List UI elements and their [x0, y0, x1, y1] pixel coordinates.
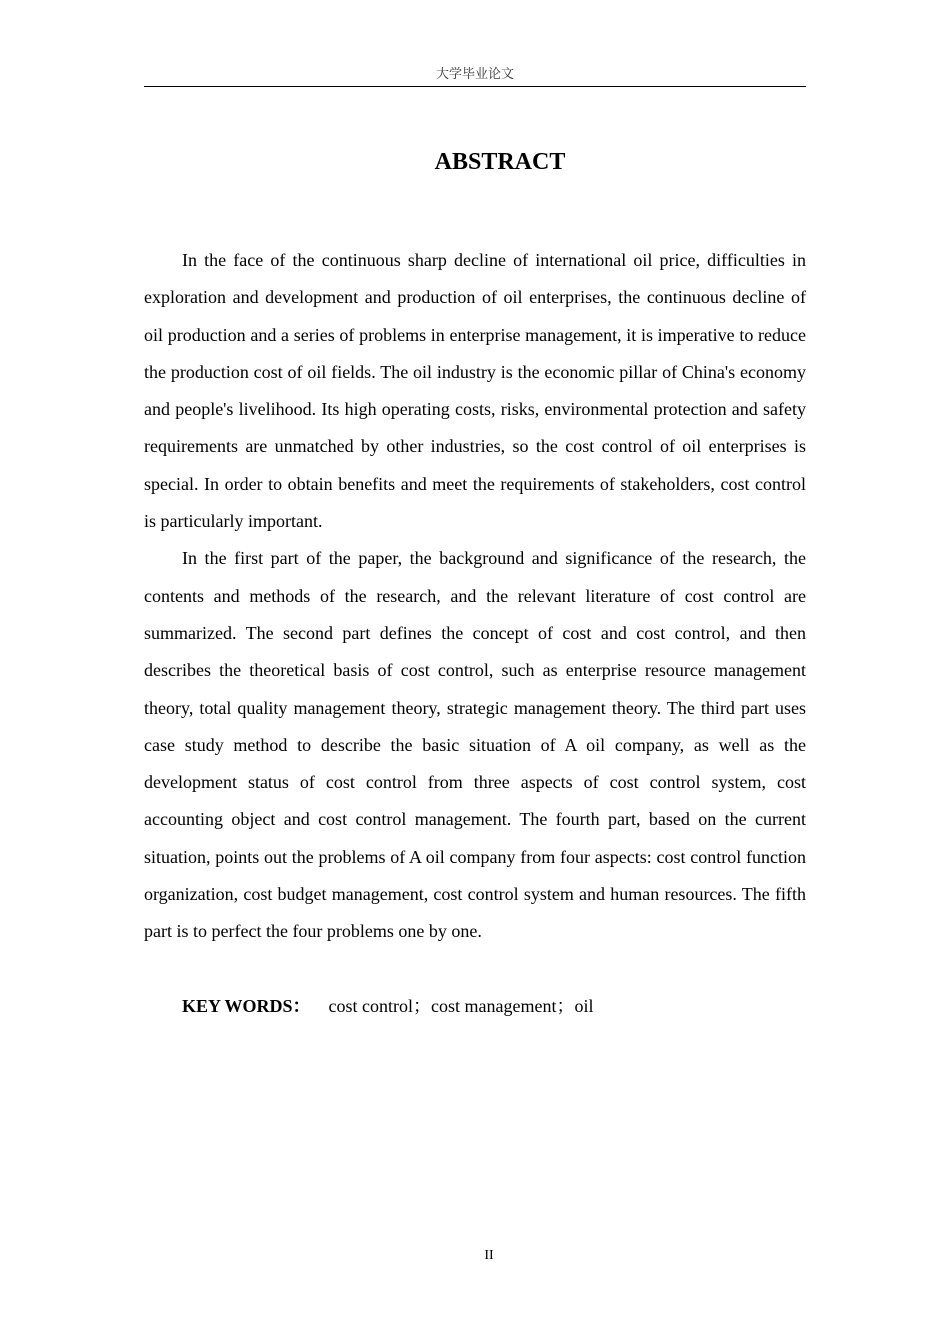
- keywords-line: [182, 988, 806, 1024]
- abstract-paragraph-2: In the first part of the paper, the background and significance of the research, the contents and methods of the research, and the relevant literature of cost control are summarized. The second part defines the concept of cost and cost control, and then describes the theoretical basis of cost control, such as enterprise resource management theory, total quality management theory, strategic management theory. The third part uses case study method to describe the basic situation of A oil company, as well as the development status of cost control from three aspects of cost control system, cost accounting object and cost control management. The fourth part, based on the current situation, points out the problems of A oil company from four aspects: cost control function organization, cost budget management, cost control system and human resources. The fifth part is to perfect the four problems one by one.: [144, 548, 806, 942]
- running-header-title: 大学毕业论文: [435, 67, 514, 82]
- page-number: II: [484, 1248, 494, 1263]
- running-header: [144, 66, 806, 87]
- abstract-title: ABSTRACT: [434, 149, 566, 175]
- keywords-list: cost control；cost management；oil: [328, 996, 594, 1016]
- abstract-body: [144, 242, 806, 951]
- keywords-label: KEY WORDS：: [182, 996, 311, 1016]
- abstract-paragraph-1: In the face of the continuous sharp decline of international oil price, difficulties in exploration and development and production of oil enterprises, the continuous decline of oil production and a series of problems in enterprise management, it is imperative to reduce the production cost of oil fields. The oil industry is the economic pillar of China's economy and people's livelihood. Its high operating costs, risks, environmental protection and safety requirements are unmatched by other industries, so the cost control of oil enterprises is special. In order to obtain benefits and meet the requirements of stakeholders, cost control is particularly important.: [144, 250, 806, 532]
